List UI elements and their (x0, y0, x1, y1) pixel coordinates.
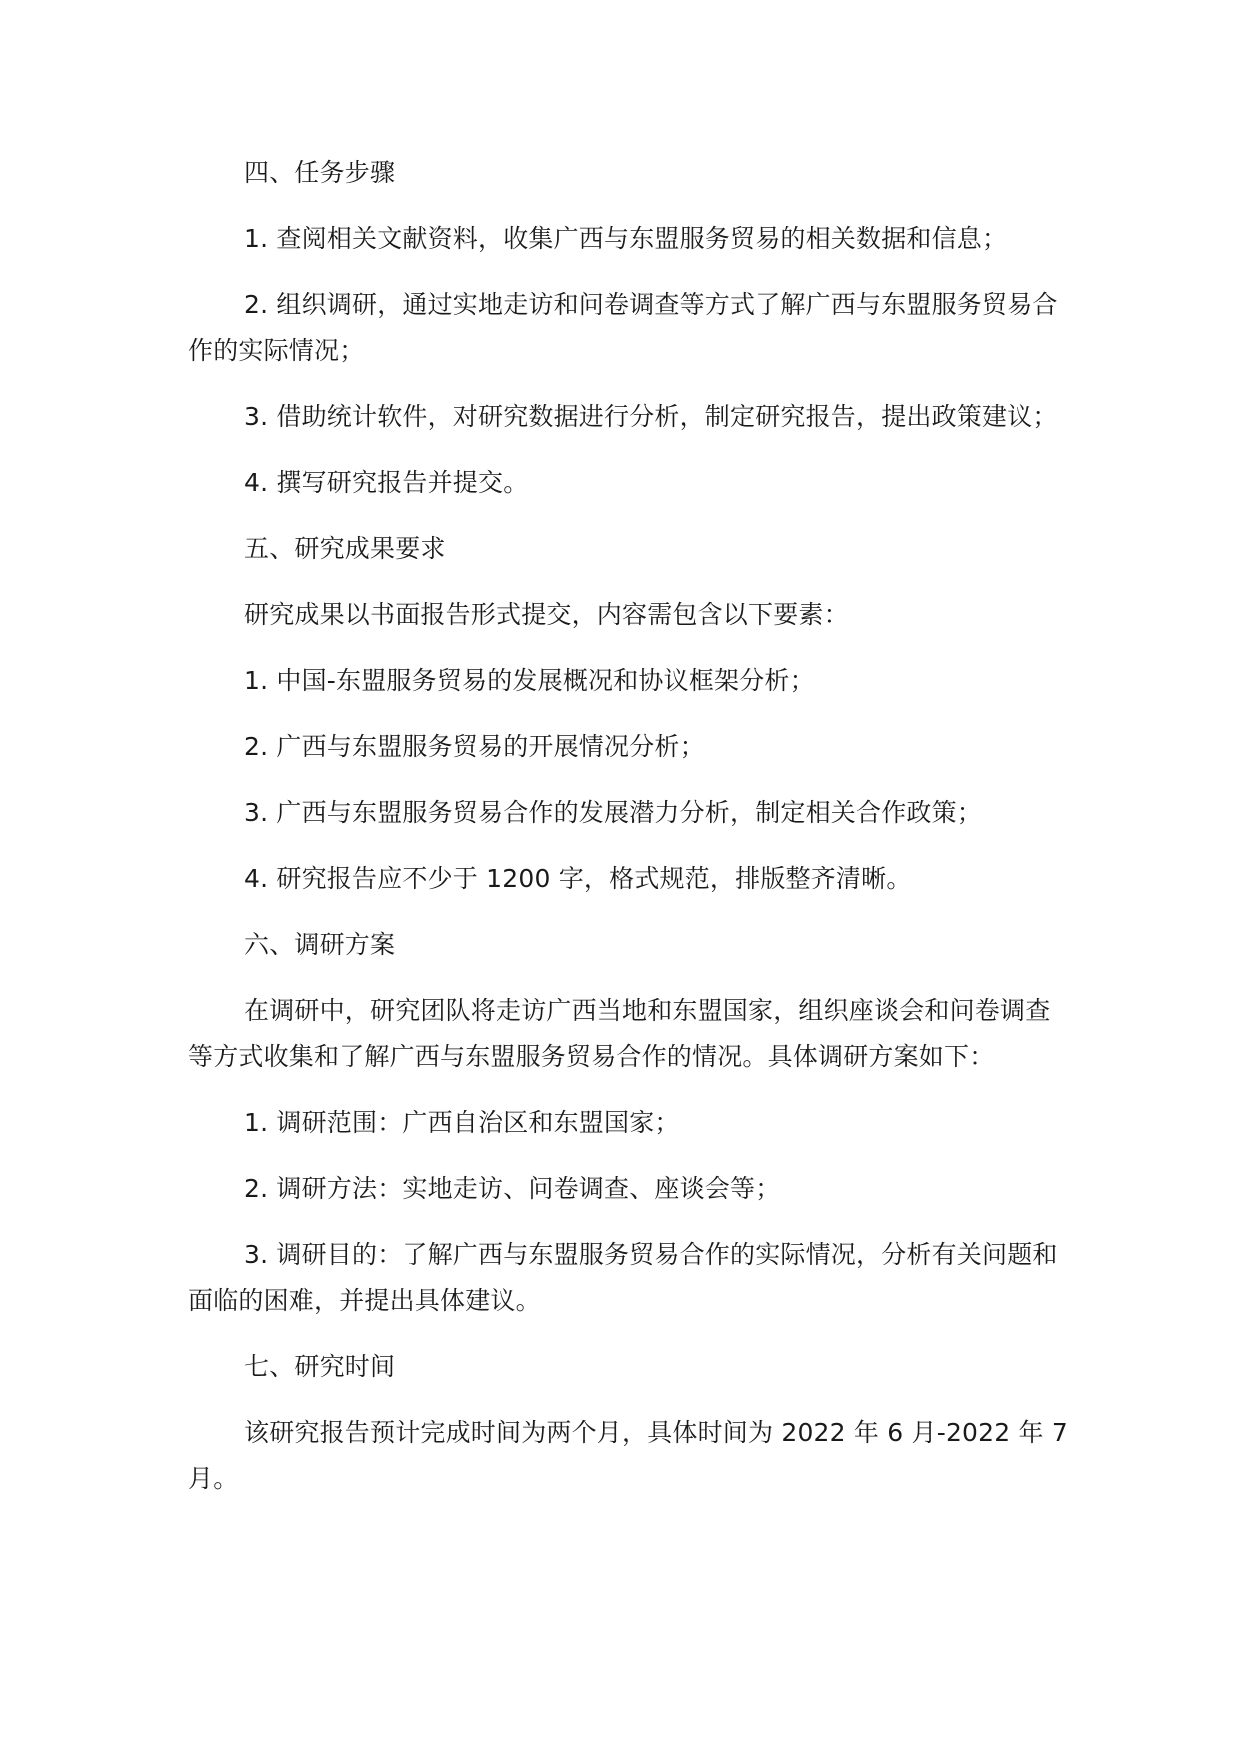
results-intro: 研究成果以书面报告形式提交，内容需包含以下要素： (244, 600, 849, 629)
task-step-3: 3. 借助统计软件，对研究数据进行分析，制定研究报告，提出政策建议； (244, 402, 1058, 431)
survey-item-1: 1. 调研范围：广西自治区和东盟国家； (244, 1108, 680, 1137)
results-item-1: 1. 中国-东盟服务贸易的发展概况和协议框架分析； (244, 666, 815, 695)
section-heading-survey-plan: 六、调研方案 (244, 930, 396, 959)
results-item-3: 3. 广西与东盟服务贸易合作的发展潜力分析，制定相关合作政策； (244, 798, 983, 827)
section-heading-results: 五、研究成果要求 (244, 534, 446, 563)
document-page (188, 150, 1068, 1522)
task-step-4: 4. 撰写研究报告并提交。 (244, 468, 529, 497)
survey-item-2: 2. 调研方法：实地走访、问卷调查、座谈会等； (244, 1174, 781, 1203)
task-step-1: 1. 查阅相关文献资料，收集广西与东盟服务贸易的相关数据和信息； (244, 224, 1008, 253)
section-heading-timeline: 七、研究时间 (244, 1352, 396, 1381)
survey-intro: 在调研中，研究团队将走访广西当地和东盟国家，组织座谈会和问卷调查等方式收集和了解广西与东盟服务贸易合作的情况。具体调研方案如下： (188, 996, 1051, 1071)
results-item-2: 2. 广西与东盟服务贸易的开展情况分析； (244, 732, 705, 761)
results-item-4: 4. 研究报告应不少于 1200 字，格式规范，排版整齐清晰。 (244, 864, 912, 893)
timeline-text: 该研究报告预计完成时间为两个月，具体时间为 2022 年 6 月-2022 年 7 月。 (188, 1418, 1068, 1493)
section-heading-tasks: 四、任务步骤 (244, 158, 396, 187)
task-step-2: 2. 组织调研，通过实地走访和问卷调查等方式了解广西与东盟服务贸易合作的实际情况； (188, 290, 1058, 365)
survey-item-3: 3. 调研目的：了解广西与东盟服务贸易合作的实际情况，分析有关问题和面临的困难，并提出具体建议。 (188, 1240, 1058, 1315)
